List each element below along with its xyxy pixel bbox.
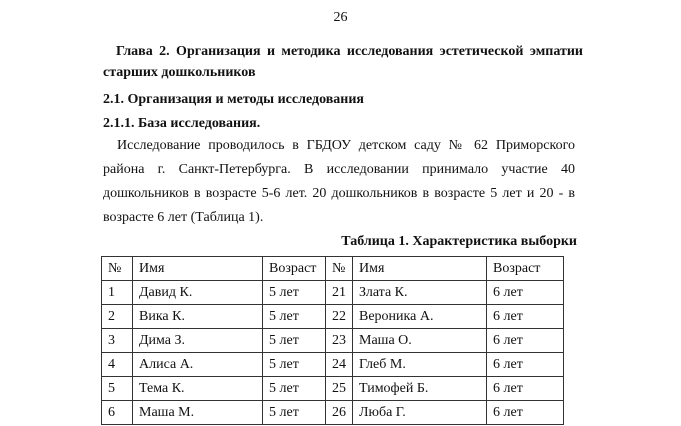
cell-name: Маша М. (133, 401, 263, 425)
cell-age: 5 лет (263, 329, 326, 353)
cell-number: 5 (102, 377, 133, 401)
cell-age: 5 лет (263, 281, 326, 305)
table-row (102, 305, 564, 329)
paragraph-line: возрасте 6 лет (Таблица 1). (103, 210, 264, 225)
cell-number: 6 (102, 401, 133, 425)
cell-name-2: Глеб М. (353, 353, 487, 377)
table-header-row (102, 257, 564, 281)
cell-name: Давид К. (133, 281, 263, 305)
header-cell-age: Возраст (263, 257, 326, 281)
cell-number-2: 26 (326, 401, 353, 425)
sample-table (101, 256, 564, 425)
cell-age: 5 лет (263, 377, 326, 401)
header-cell-number: № (102, 257, 133, 281)
paragraph-line: дошкольников в возрасте 5-6 лет. 20 дошкольников в возрасте 5 лет и 20 - в (103, 186, 575, 201)
cell-name: Алиса А. (133, 353, 263, 377)
table-row (102, 353, 564, 377)
cell-number-2: 22 (326, 305, 353, 329)
table-row (102, 281, 564, 305)
cell-age-2: 6 лет (487, 353, 564, 377)
cell-age-2: 6 лет (487, 305, 564, 329)
cell-age-2: 6 лет (487, 329, 564, 353)
cell-name-2: Злата К. (353, 281, 487, 305)
page-number: 26 (333, 10, 348, 25)
cell-name: Вика К. (133, 305, 263, 329)
cell-name: Тема К. (133, 377, 263, 401)
cell-number: 1 (102, 281, 133, 305)
paragraph-line: района г. Санкт-Петербурга. В исследовании принимало участие 40 (103, 162, 575, 177)
cell-number: 2 (102, 305, 133, 329)
cell-age-2: 6 лет (487, 401, 564, 425)
cell-name-2: Тимофей Б. (353, 377, 487, 401)
chapter-heading (103, 41, 583, 83)
table-row (102, 377, 564, 401)
table-row (102, 329, 564, 353)
cell-age: 5 лет (263, 353, 326, 377)
body-paragraph (103, 134, 575, 230)
cell-age: 5 лет (263, 305, 326, 329)
header-cell-number-2: № (326, 257, 353, 281)
paragraph-line: Исследование проводилось в ГБДОУ детском саду № 62 Приморского (117, 138, 575, 153)
header-cell-name-2: Имя (353, 257, 487, 281)
cell-name-2: Вероника А. (353, 305, 487, 329)
cell-number-2: 23 (326, 329, 353, 353)
cell-name: Дима З. (133, 329, 263, 353)
header-cell-age-2: Возраст (487, 257, 564, 281)
chapter-heading-line-2: старших дошкольников (103, 65, 256, 80)
cell-age: 5 лет (263, 401, 326, 425)
chapter-heading-line-1: Глава 2. Организация и методика исследования эстетической эмпатии (116, 44, 583, 59)
table-row (102, 401, 564, 425)
table-body (102, 281, 564, 425)
cell-number: 3 (102, 329, 133, 353)
table-caption: Таблица 1. Характеристика выборки (341, 234, 577, 249)
cell-age-2: 6 лет (487, 377, 564, 401)
cell-number-2: 21 (326, 281, 353, 305)
cell-number: 4 (102, 353, 133, 377)
section-heading: 2.1. Организация и методы исследования (103, 92, 364, 107)
cell-number-2: 24 (326, 353, 353, 377)
cell-age-2: 6 лет (487, 281, 564, 305)
cell-name-2: Маша О. (353, 329, 487, 353)
cell-name-2: Люба Г. (353, 401, 487, 425)
cell-number-2: 25 (326, 377, 353, 401)
header-cell-name: Имя (133, 257, 263, 281)
subsection-heading: 2.1.1. База исследования. (103, 116, 261, 131)
